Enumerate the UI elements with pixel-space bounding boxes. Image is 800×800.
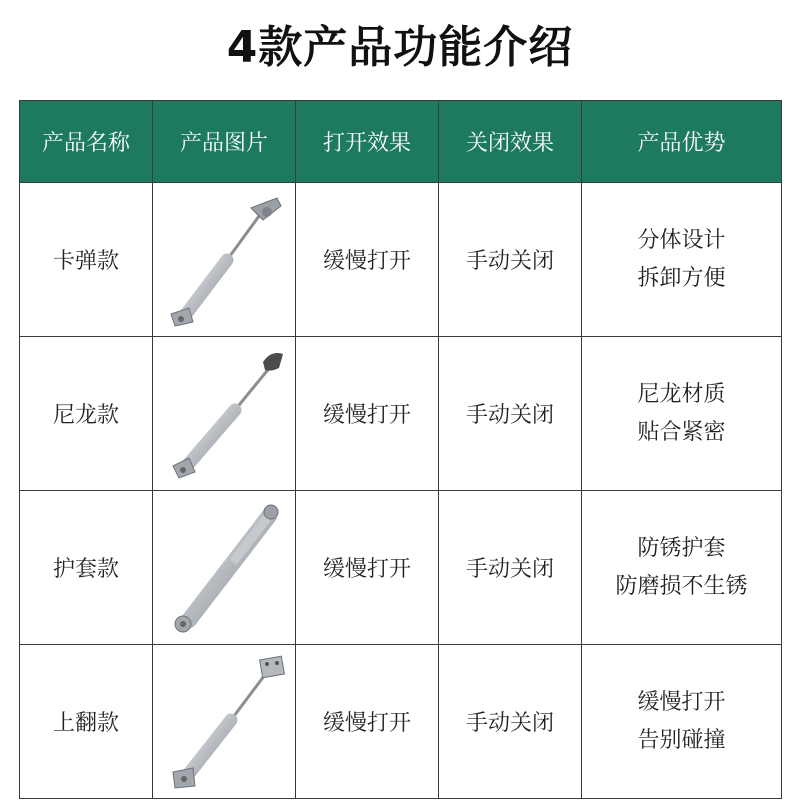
open-effect: 缓慢打开: [296, 491, 439, 645]
header-product-image: 产品图片: [153, 101, 296, 183]
advantage-line: 分体设计: [637, 227, 726, 253]
close-effect: 手动关闭: [439, 183, 582, 337]
gas-strut-flip-icon: [159, 652, 289, 792]
gas-strut-nylon-icon: [159, 344, 289, 484]
product-image: [153, 645, 296, 799]
product-name: 尼龙款: [20, 337, 153, 491]
close-effect: 手动关闭: [439, 491, 582, 645]
advantages: [582, 337, 782, 491]
product-image: [153, 491, 296, 645]
advantages: [582, 183, 782, 337]
advantage-line: 尼龙材质: [637, 381, 726, 407]
product-image: [153, 337, 296, 491]
advantage-line: 拆卸方便: [637, 265, 726, 291]
advantage-line: 贴合紧密: [637, 419, 726, 445]
header-open-effect: 打开效果: [296, 101, 439, 183]
open-effect: 缓慢打开: [296, 645, 439, 799]
advantages: [582, 645, 782, 799]
advantages: [582, 491, 782, 645]
product-name: 上翻款: [20, 645, 153, 799]
product-name: 护套款: [20, 491, 153, 645]
page-title: 4款产品功能介绍: [226, 22, 574, 73]
header-advantages: 产品优势: [582, 101, 782, 183]
table-row: [20, 337, 782, 491]
table-header-row: [20, 101, 782, 183]
table-row: [20, 183, 782, 337]
product-image: [153, 183, 296, 337]
product-name: 卡弹款: [20, 183, 153, 337]
product-table: [19, 100, 782, 799]
close-effect: 手动关闭: [439, 337, 582, 491]
gas-strut-clip-icon: [159, 190, 289, 330]
advantage-line: 防锈护套: [637, 535, 726, 561]
open-effect: 缓慢打开: [296, 337, 439, 491]
advantage-line: 告别碰撞: [637, 727, 726, 753]
header-product-name: 产品名称: [20, 101, 153, 183]
advantage-line: 缓慢打开: [637, 689, 726, 715]
header-close-effect: 关闭效果: [439, 101, 582, 183]
advantage-line: 防磨损不生锈: [615, 573, 748, 599]
table-row: [20, 645, 782, 799]
open-effect: 缓慢打开: [296, 183, 439, 337]
close-effect: 手动关闭: [439, 645, 582, 799]
gas-strut-sleeve-icon: [159, 498, 289, 638]
table-row: [20, 491, 782, 645]
